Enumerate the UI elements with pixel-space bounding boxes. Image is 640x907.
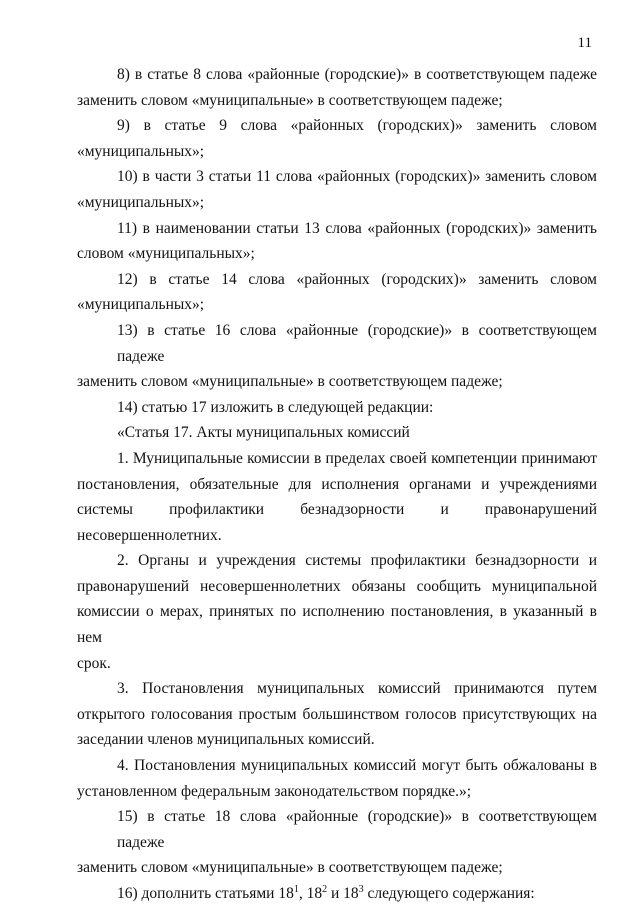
item-16 <box>77 881 597 907</box>
article-clause-2 <box>77 548 597 676</box>
item-8-line-2: заменить словом «муниципальные» в соответствующем падеже; <box>77 91 503 109</box>
document-body <box>77 62 597 907</box>
clause-4-line-1: 4. Постановления муниципальных комиссий могут быть обжалованы в <box>117 757 597 775</box>
clause-1-line-3: системы профилактики безнадзорности и правонарушений <box>77 501 597 519</box>
item-8 <box>77 62 597 113</box>
item-13-line-1: 13) в статье 16 слова «районные (городские)» в соответствующем падеже <box>117 321 597 365</box>
item-11 <box>77 216 597 267</box>
item-9 <box>77 113 597 164</box>
superscript-3: 3 <box>358 883 364 895</box>
clause-1-line-4: несовершеннолетних. <box>77 526 222 544</box>
article-clause-1 <box>77 446 597 548</box>
item-11-line-2: словом «муниципальных»; <box>77 245 255 263</box>
article-clause-4 <box>77 753 597 804</box>
item-14-line-1: 14) статью 17 изложить в следующей редакции: <box>117 398 434 416</box>
item-16-mid-1: , 18 <box>298 885 323 902</box>
item-12-line-2: «муниципальных»; <box>77 296 205 314</box>
clause-2-line-3: комиссии о мерах, принятых по исполнению постановления, в указанный в нем <box>77 603 597 647</box>
item-16-suffix: следующего содержания: <box>363 885 535 902</box>
clause-4-line-2: установленном федеральным законодательством порядке.»; <box>77 782 472 800</box>
item-14 <box>77 395 597 421</box>
item-13-line-2: заменить словом «муниципальные» в соответствующем падеже; <box>77 373 503 391</box>
clause-1-line-2: постановления, обязательные для исполнения органами и учреждениями <box>77 475 597 493</box>
item-10-line-2: «муниципальных»; <box>77 193 205 211</box>
item-11-line-1: 11) в наименовании статьи 13 слова «районных (городских)» заменить <box>117 219 597 237</box>
item-9-line-1: 9) в статье 9 слова «районных (городских)» заменить словом <box>117 117 597 135</box>
superscript-1: 1 <box>293 883 299 895</box>
item-8-line-1: 8) в статье 8 слова «районные (городские)» в соответствующем падеже <box>117 66 597 83</box>
item-15 <box>77 804 597 881</box>
article-title-text: «Статья 17. Акты муниципальных комиссий <box>117 424 410 442</box>
item-16-mid-2: и 18 <box>327 885 359 902</box>
item-13 <box>77 318 597 395</box>
item-12 <box>77 267 597 318</box>
item-10-line-1: 10) в части 3 статьи 11 слова «районных (городских)» заменить словом <box>117 168 597 186</box>
item-12-line-1: 12) в статье 14 слова «районных (городских)» заменить словом <box>117 270 597 288</box>
superscript-2: 2 <box>322 883 328 895</box>
clause-1-line-1: 1. Муниципальные комиссии в пределах своей компетенции принимают <box>117 449 597 467</box>
page-number: 11 <box>577 35 592 51</box>
article-17-title <box>77 420 597 446</box>
item-10 <box>77 164 597 215</box>
clause-2-line-2: правонарушений несовершеннолетних обязаны сообщить муниципальной <box>77 577 597 595</box>
clause-3-line-3: заседании членов муниципальных комиссий. <box>77 731 375 749</box>
clause-3-line-2: открытого голосования простым большинством голосов присутствующих на <box>77 705 597 723</box>
item-15-line-1: 15) в статье 18 слова «районные (городские)» в соответствующем падеже <box>117 808 597 851</box>
item-16-line-1 <box>77 881 597 907</box>
clause-3-line-1: 3. Постановления муниципальных комиссий принимаются путем <box>117 680 597 698</box>
article-clause-3 <box>77 676 597 753</box>
clause-2-line-4: срок. <box>77 654 111 672</box>
item-9-line-2: «муниципальных»; <box>77 142 205 160</box>
clause-2-line-1: 2. Органы и учреждения системы профилактики безнадзорности и <box>117 552 597 570</box>
item-16-prefix: 16) дополнить статьями 18 <box>117 885 294 902</box>
item-15-line-2: заменить словом «муниципальные» в соответствующем падеже; <box>77 859 503 877</box>
